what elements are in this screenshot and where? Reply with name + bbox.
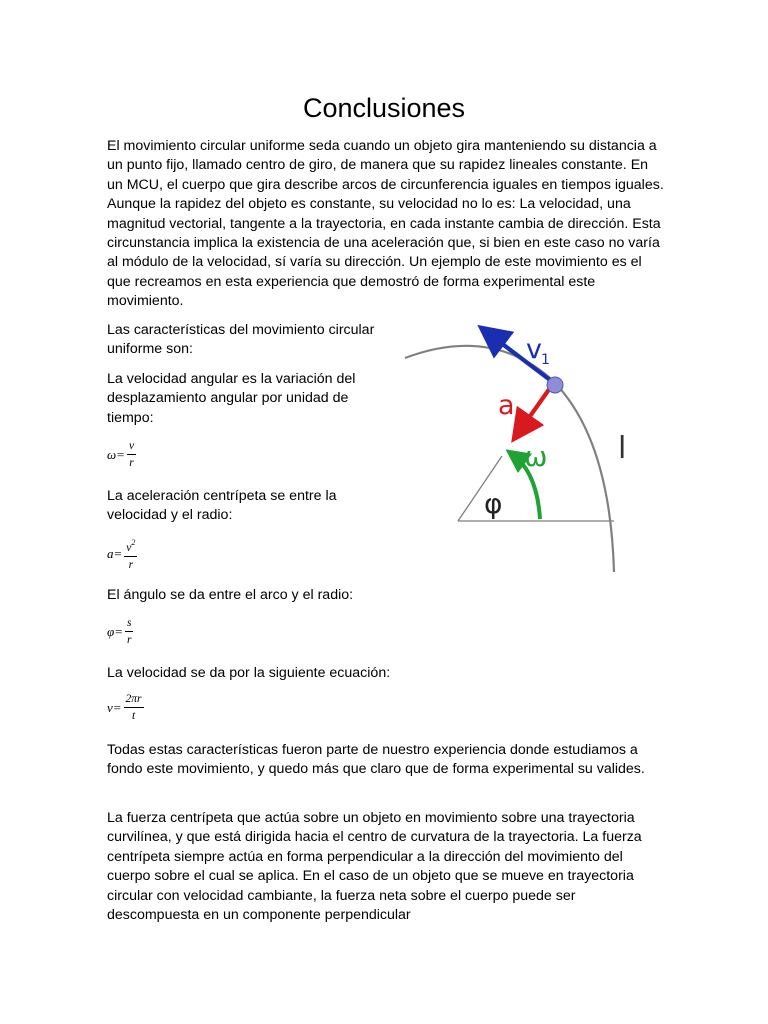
angle-text: El ángulo se da entre el arco y el radio:: [107, 587, 354, 603]
formula-accel-denominator: r: [128, 559, 134, 571]
acceleration-label: a: [498, 390, 515, 421]
formula-acceleration: [107, 537, 137, 571]
moving-object: [547, 377, 563, 393]
formula-v-lhs: v=: [107, 699, 122, 715]
formula-velocity: [107, 693, 144, 722]
angular-velocity-text: La velocidad angular es la variación del desplazamiento angular por unidad de tiempo:: [107, 371, 356, 426]
acceleration-subscript: c: [515, 409, 523, 425]
characteristics-intro: Las características del movimiento circular uniforme son:: [107, 322, 375, 358]
conclusion-paragraph: Todas estas características fueron parte de nuestro experiencia donde estudiamos a fondo este movimiento, y quedo más que claro que de forma experimental su valides.: [107, 742, 645, 778]
arc-length-label: l: [618, 431, 627, 466]
velocity-label: v: [526, 334, 542, 365]
velocity-text: La velocidad se da por la siguiente ecuación:: [107, 665, 391, 681]
formula-accel-numerator: v: [126, 542, 132, 554]
formula-phi-lhs: φ=: [107, 623, 123, 639]
formula-v-denominator: t: [131, 710, 136, 722]
formula-accel-exponent: 2: [131, 538, 136, 547]
formula-omega-numerator: v: [127, 440, 136, 455]
circular-motion-diagram: [400, 320, 660, 576]
formula-accel-lhs: a=: [107, 546, 123, 561]
velocity-subscript: 1: [541, 352, 550, 368]
centripetal-text: La aceleración centrípeta se entre la velocidad y el radio:: [107, 488, 337, 524]
formula-v-numerator: 2πr: [124, 693, 144, 708]
formula-omega-denominator: r: [129, 457, 134, 469]
page-title: Conclusiones: [302, 93, 466, 123]
formula-omega: [107, 440, 136, 469]
trajectory-arc: [405, 346, 614, 572]
formula-omega-lhs: ω=: [107, 446, 125, 462]
phi-label: φ: [484, 487, 503, 520]
formula-phi: [107, 617, 133, 646]
formula-phi-numerator: s: [125, 617, 133, 632]
omega-label: ω: [524, 440, 548, 473]
force-paragraph: La fuerza centrípeta que actúa sobre un objeto en movimiento sobre una trayectoria curvilínea, y que está dirigida hacia el centro de curvatura de la trayectoria. La fuerza centrípeta siempre actúa en forma perpendicular a la dirección del movimiento del cuerpo sobre el cual se aplica. En el caso de un objeto que se mueve en trayectoria circular con velocidad cambiante, la fuerza neta sobre el cuerpo puede ser descompuesta en un componente perpendicular: [107, 810, 642, 924]
formula-phi-denominator: r: [126, 634, 132, 646]
intro-paragraph: El movimiento circular uniforme seda cuando un objeto gira manteniendo su distancia a un punto fijo, llamado centro de giro, de manera que su rapidez lineales constante. En un MCU, el cuerpo que gira describe arcos de circunferencia iguales en tiempos iguales. Aunque la rapidez del objeto es constante, su velocidad no lo es: La velocidad, una magnitud vectorial, tangente a la trayectoria, en cada instante cambia de dirección. Esta circunstancia implica la existencia de una aceleración que, si bien en este caso no varía al módulo de la velocidad, sí varía su dirección. Un ejemplo de este movimiento es el que recreamos en esta experiencia que demostró de forma experimental este movimiento.: [107, 138, 664, 310]
